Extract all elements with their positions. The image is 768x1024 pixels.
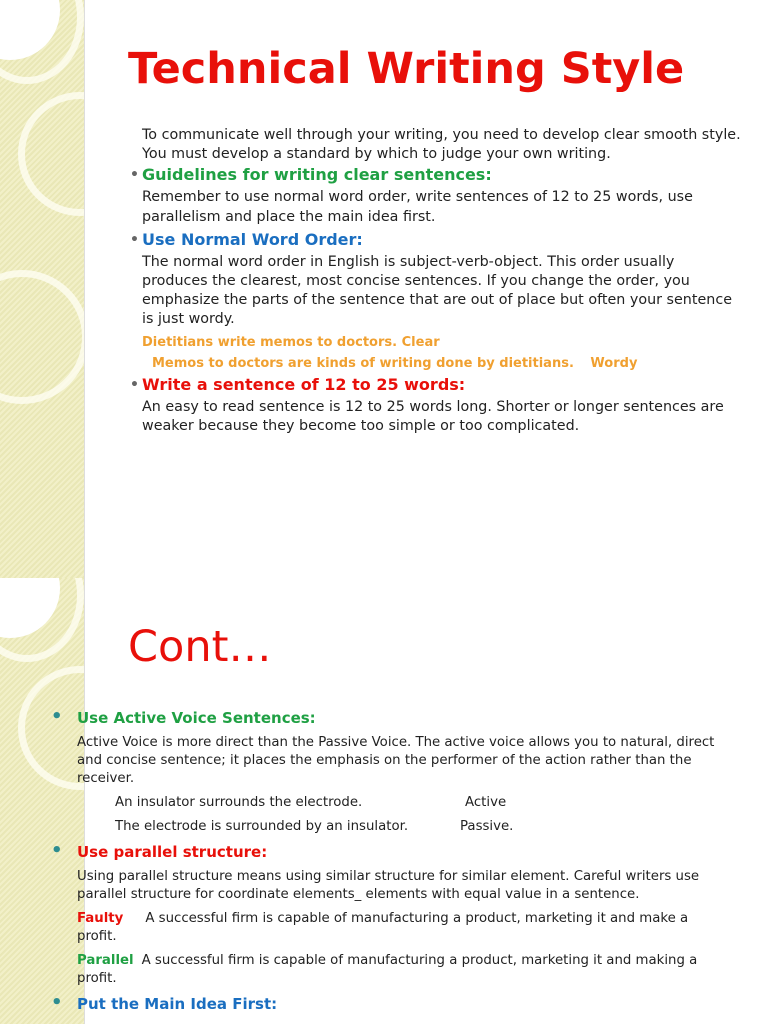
page-title: Cont… [128, 622, 272, 672]
parallel-example [77, 952, 727, 988]
bullet-heading: Write a sentence of 12 to 25 words: [142, 375, 466, 395]
example-label: Passive. [460, 819, 514, 834]
bullet-dot-icon: • [130, 377, 139, 394]
decor-ring [0, 0, 84, 84]
example-sentence: An insulator surrounds the electrode. [115, 795, 363, 810]
example-line [77, 794, 727, 812]
faulty-label: Faulty [77, 911, 124, 926]
intro-text: To communicate well through your writing, you need to develop clear smooth style. You must develop a standard by which to judge your own writing. [142, 127, 741, 163]
bullet-dot-icon: • [130, 167, 139, 184]
example-label: Wordy [590, 355, 638, 371]
bullet-heading: Use Active Voice Sentences: [77, 709, 316, 727]
example-sentence: Dietitians write memos to doctors. [142, 334, 398, 350]
bullet-normal-word-order [130, 229, 742, 250]
bullet-sentence-length [130, 375, 742, 395]
example-label: Active [465, 795, 507, 810]
faulty-text: A successful firm is capable of manufacturing a product, marketing it and make a profit. [77, 911, 689, 944]
faulty-example [77, 910, 727, 946]
bullet-heading: Put the Main Idea First: [77, 995, 278, 1013]
example-sentence: Memos to doctors are kinds of writing done by dietitians. [152, 355, 574, 371]
parallel-label: Parallel [77, 953, 134, 968]
bullet-text: Remember to use normal word order, write sentences of 12 to 25 words, use parallelism and place the main idea first. [142, 189, 693, 225]
example-line [142, 354, 742, 373]
bullet-active-voice [51, 706, 727, 728]
bullet-heading: Use parallel structure: [77, 843, 268, 861]
bullet-dot-icon: • [51, 706, 63, 727]
example-line [142, 333, 742, 352]
example-line [77, 818, 727, 836]
bullet-main-idea-first [51, 992, 727, 1014]
decor-ring [18, 92, 85, 216]
bullet-guidelines [130, 165, 742, 185]
decor-ring [18, 666, 85, 790]
example-sentence: The electrode is surrounded by an insulator. [115, 819, 409, 834]
decor-ring [0, 578, 84, 662]
decorative-sidebar [0, 0, 85, 578]
parallel-text: A successful firm is capable of manufacturing a product, marketing it and making a profit. [77, 953, 698, 986]
bullet-heading: Guidelines for writing clear sentences: [142, 165, 492, 185]
bullet-heading: Use Normal Word Order: [142, 229, 363, 249]
bullet-parallel-structure [51, 840, 727, 862]
bullet-text: An easy to read sentence is 12 to 25 words long. Shorter or longer sentences are weaker because they become too simple or too complicated. [142, 399, 724, 435]
example-label: Clear [401, 334, 440, 350]
bullet-dot-icon: • [51, 840, 63, 861]
bullet-dot-icon: • [51, 992, 63, 1013]
page-title: Technical Writing Style [128, 44, 685, 94]
slide-1-body [130, 126, 742, 436]
bullet-text: Active Voice is more direct than the Passive Voice. The active voice allows you to natural, direct and concise sentence; it places the emphasis on the performer of the action rather than the receiver. [77, 735, 715, 786]
bullet-text: Using parallel structure means using similar structure for similar element. Careful writers use parallel structure for coordinate elements_ elements with equal value in a sentence. [77, 869, 700, 902]
decor-ring [0, 270, 85, 404]
decorative-sidebar [0, 578, 85, 1024]
bullet-text: The normal word order in English is subject-verb-object. This order usually produces the clearest, most concise sentences. If you change the order, you emphasize the parts of the sentence that are out of place but often your sentence is just wordy. [142, 253, 732, 328]
slide-2-body [51, 706, 727, 1014]
slide-2 [0, 578, 768, 1024]
bullet-dot-icon: • [130, 231, 139, 248]
